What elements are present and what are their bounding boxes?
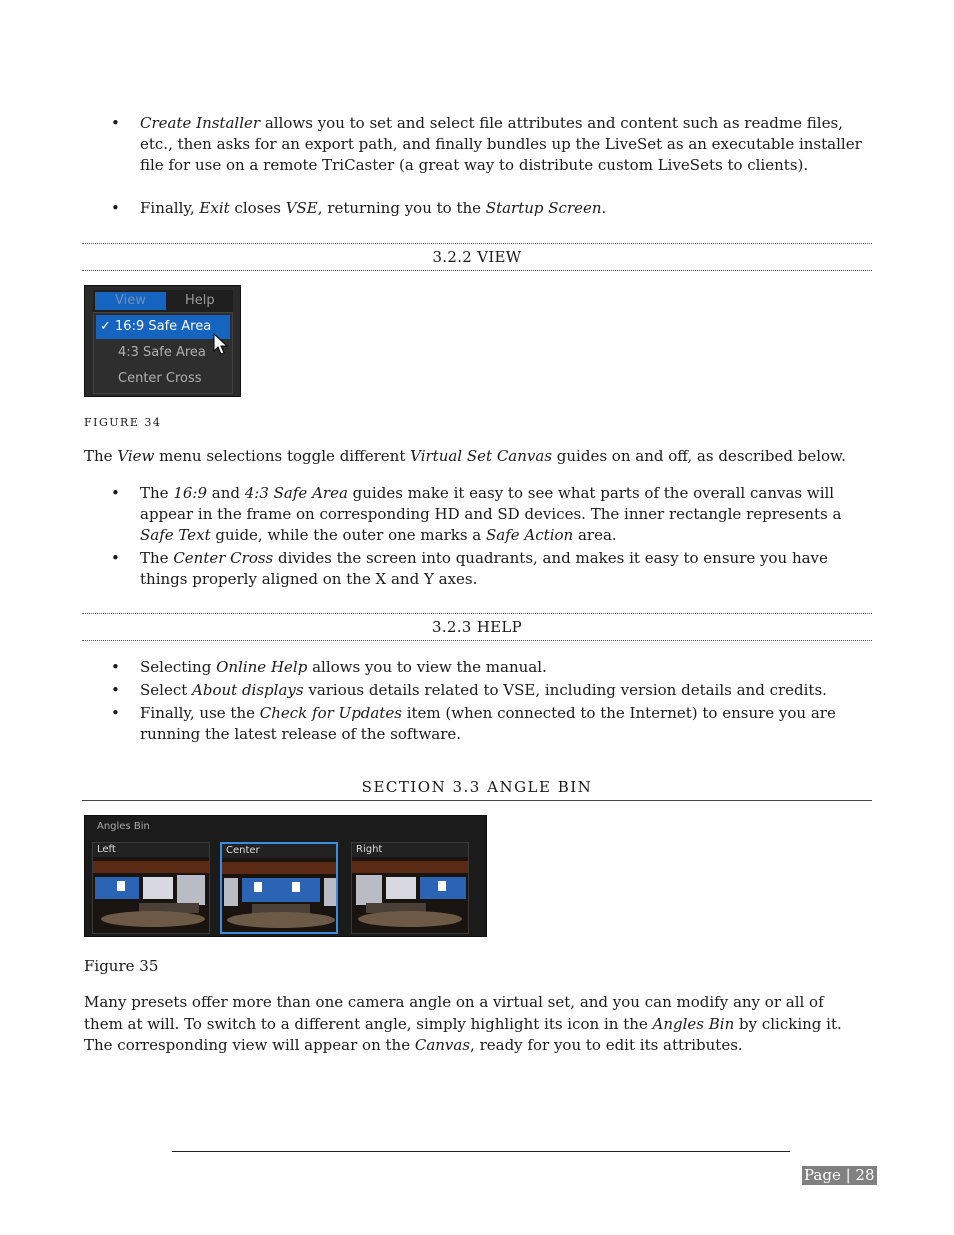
menu-item-4-3-safe-area[interactable]: 4:3 Safe Area (118, 345, 206, 360)
menu-view[interactable]: View (95, 292, 166, 310)
list-item: • The 16:9 and 4:3 Safe Area guides make it easy to see what parts of the overall canvas will appear in the frame on corresponding HD and SD devices. The inner rectangle represents a Safe Text guide, while the outer one marks a Safe Action area. (0, 483, 870, 546)
mouse-cursor-icon (213, 333, 229, 357)
virtual-set-thumbnail-icon (352, 857, 469, 934)
view-section-heading: 3.2.2 VIEW (82, 243, 872, 271)
help-bullet-list (0, 657, 870, 747)
list-item: • Create Installer allows you to set and select file attributes and content such as readme files, etc., then asks for an export path, and finally bundles up the LiveSet as an executable installer file for use on a remote TriCaster (a great way to distribute custom LiveSets to clients). (0, 113, 870, 176)
menu-bar (93, 290, 233, 312)
virtual-set-thumbnail-icon (93, 857, 210, 934)
angles-bin-screenshot (84, 815, 487, 937)
menu-item-16-9-safe-area[interactable]: ✓ 16:9 Safe Area (96, 315, 230, 339)
angle-thumb-left[interactable] (92, 842, 210, 934)
angle-thumb-label: Left (97, 844, 116, 855)
angles-bin-description: Many presets offer more than one camera angle on a virtual set, and you can modify any or all of them at will. To switch to a different angle, simply highlight its icon in the Angles Bin by clicking it. The corresponding view will appear on the Canvas, ready for you to edit its attributes. (84, 993, 842, 1054)
page-number: Page | 28 (804, 1166, 875, 1184)
section-title: SECTION 3.3 ANGLE BIN (82, 776, 872, 801)
help-section-heading: 3.2.3 HELP (82, 613, 872, 641)
angle-thumb-center[interactable] (220, 842, 338, 934)
angle-thumb-label: Center (226, 845, 260, 856)
intro-bullet-list (0, 113, 870, 178)
angle-thumb-label: Right (356, 844, 383, 855)
intro-bullet-list-2 (0, 198, 870, 221)
figure-34-caption: FIGURE 34 (84, 416, 162, 429)
view-dropdown (93, 312, 233, 394)
angles-bin-title: Angles Bin (97, 821, 150, 832)
menu-item-center-cross[interactable]: Center Cross (118, 371, 202, 386)
list-item: • Select About displays various details related to VSE, including version details and credits. (0, 680, 870, 701)
menu-help[interactable]: Help (185, 293, 215, 308)
list-item: • Selecting Online Help allows you to view the manual. (0, 657, 870, 678)
view-description: The View menu selections toggle different Virtual Set Canvas guides on and off, as described below. (84, 447, 846, 465)
list-item: • Finally, use the Check for Updates item (when connected to the Internet) to ensure you are running the latest release of the software. (0, 703, 870, 745)
virtual-set-thumbnail-icon (222, 858, 338, 934)
figure-35-caption: Figure 35 (84, 957, 159, 975)
view-bullet-list (0, 483, 870, 592)
list-item: • Finally, Exit closes VSE, returning you to the Startup Screen. (0, 198, 870, 219)
angle-thumb-right[interactable] (351, 842, 469, 934)
list-item: • The Center Cross divides the screen into quadrants, and makes it easy to ensure you have things properly aligned on the X and Y axes. (0, 548, 870, 590)
footer-divider (172, 1151, 790, 1152)
